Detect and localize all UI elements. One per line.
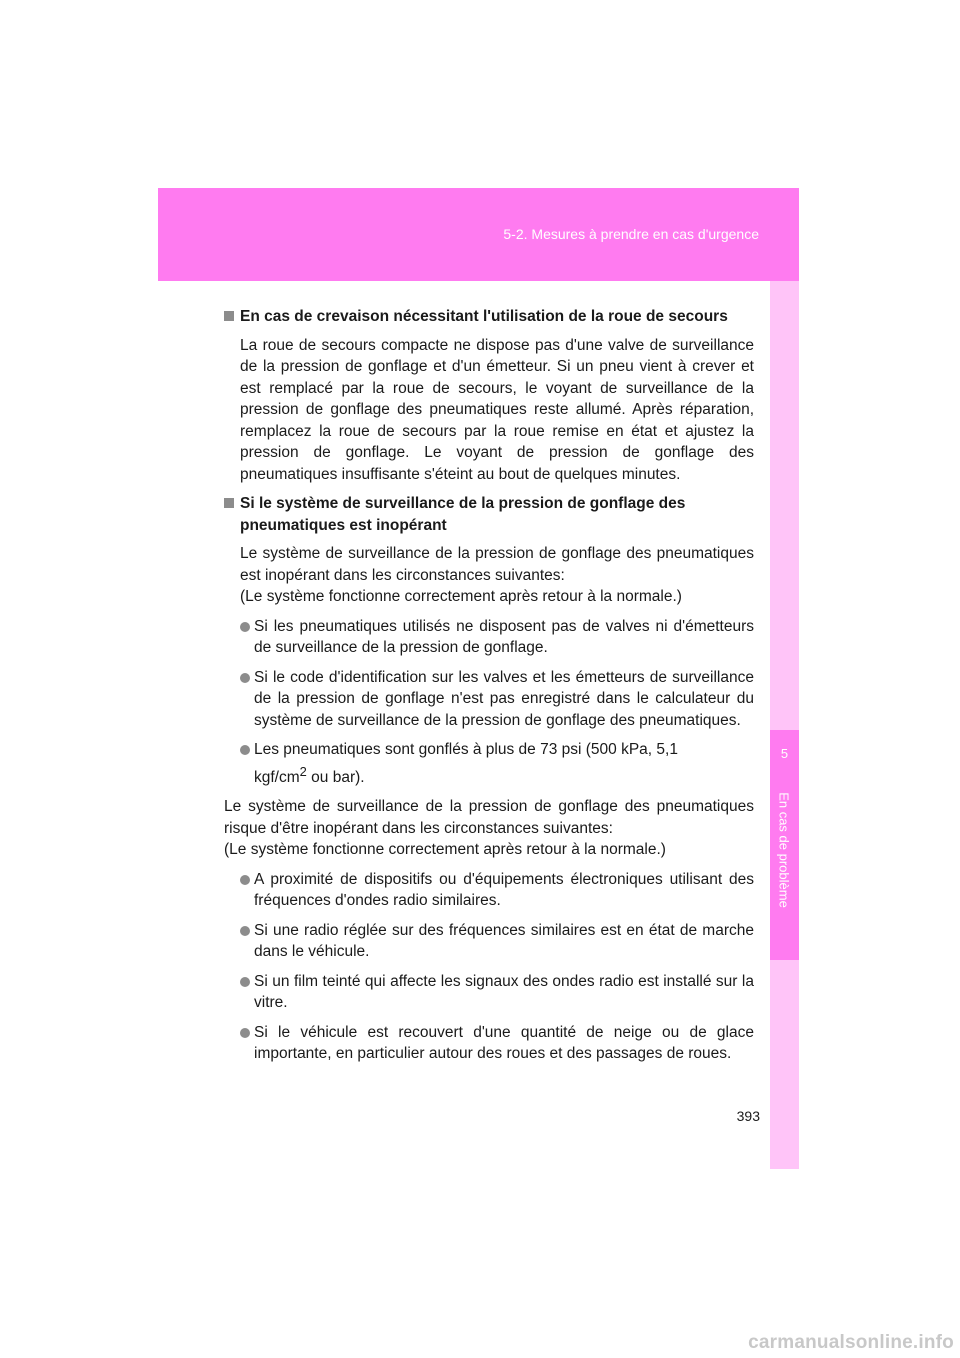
list-item-text: Si le code d'identification sur les valves et les émetteurs de surveillance de la pression de gonflage n'est pas enregistré dans le calculateur du système de surveillance de la pression de gonflage des pneumatiques.	[254, 668, 754, 729]
page-number: 393	[736, 1108, 760, 1124]
list-item	[224, 971, 754, 1014]
list-item	[224, 1022, 754, 1065]
paragraph-note: (Le système fonctionne correctement après retour à la normale.)	[240, 588, 682, 605]
round-bullet-icon	[240, 875, 250, 885]
round-bullet-icon	[240, 745, 250, 755]
chapter-label: En cas de problème	[776, 792, 792, 908]
paragraph-note: (Le système fonctionne correctement après retour à la normale.)	[224, 841, 666, 859]
list-item	[224, 739, 754, 788]
square-bullet-icon	[224, 498, 234, 508]
round-bullet-icon	[240, 622, 250, 632]
chapter-number: 5	[780, 746, 789, 761]
paragraph	[224, 796, 754, 861]
list-item-text: Si une radio réglée sur des fréquences similaires est en état de marche dans le véhicule.	[254, 921, 754, 961]
superscript: 2	[299, 763, 307, 779]
list-item	[224, 616, 754, 659]
list-item-text: Si le véhicule est recouvert d'une quantité de neige ou de glace importante, en particulier autour des roues et des passages de roues.	[254, 1023, 754, 1063]
list-item	[224, 920, 754, 963]
list-item	[224, 667, 754, 732]
paragraph	[224, 543, 754, 608]
side-strip	[770, 281, 799, 1169]
round-bullet-icon	[240, 673, 250, 683]
watermark: carmanualsonline.info	[748, 1332, 954, 1353]
section-title: 5-2. Mesures à prendre en cas d'urgence	[503, 226, 759, 242]
list-item-text: Si un film teinté qui affecte les signaux des ondes radio est installé sur la vitre.	[254, 972, 754, 1012]
list-item-text-end: ou bar).	[306, 768, 365, 786]
round-bullet-icon	[240, 926, 250, 936]
page-content	[224, 306, 754, 1073]
round-bullet-icon	[240, 1028, 250, 1038]
list-item-text: Les pneumatiques sont gonflés à plus de 73 psi (500 kPa, 5,1 kgf/cm	[254, 741, 678, 786]
round-bullet-icon	[240, 977, 250, 987]
section-heading	[224, 493, 754, 536]
list-item	[224, 869, 754, 912]
chapter-tab	[770, 730, 799, 960]
square-bullet-icon	[224, 311, 234, 321]
paragraph-line: Le système de surveillance de la pression de gonflage des pneumatiques est inopérant dans les circonstances suivantes:	[240, 545, 754, 584]
section-heading	[224, 306, 754, 328]
paragraph-line: Le système de surveillance de la pression de gonflage des pneumatiques risque d'être inopérant dans les circonstances suivantes:	[224, 798, 754, 837]
list-item-text: A proximité de dispositifs ou d'équipements électroniques utilisant des fréquences d'ondes radio similaires.	[254, 870, 754, 910]
list-item-text: Si les pneumatiques utilisés ne disposent pas de valves ni d'émetteurs de surveillance de la pression de gonflage.	[254, 617, 754, 656]
heading-text: Si le système de surveillance de la pression de gonflage des pneumatiques est inopérant	[240, 495, 686, 534]
paragraph: La roue de secours compacte ne dispose pas d'une valve de surveillance de la pression de gonflage et d'un émetteur. Si un pneu vient à crever et est remplacé par la roue de secours, le voyant de surveillance de la pression de gonflage des pneumatiques reste allumé. Après réparation, remplacez la roue de secours par la roue remise en état et ajustez la pression de gonflage. Le voyant de pression de gonflage des pneumatiques insuffisante s'éteint au bout de quelques minutes.	[240, 336, 754, 483]
header-band	[158, 188, 799, 281]
heading-text: En cas de crevaison nécessitant l'utilisation de la roue de secours	[240, 308, 728, 325]
